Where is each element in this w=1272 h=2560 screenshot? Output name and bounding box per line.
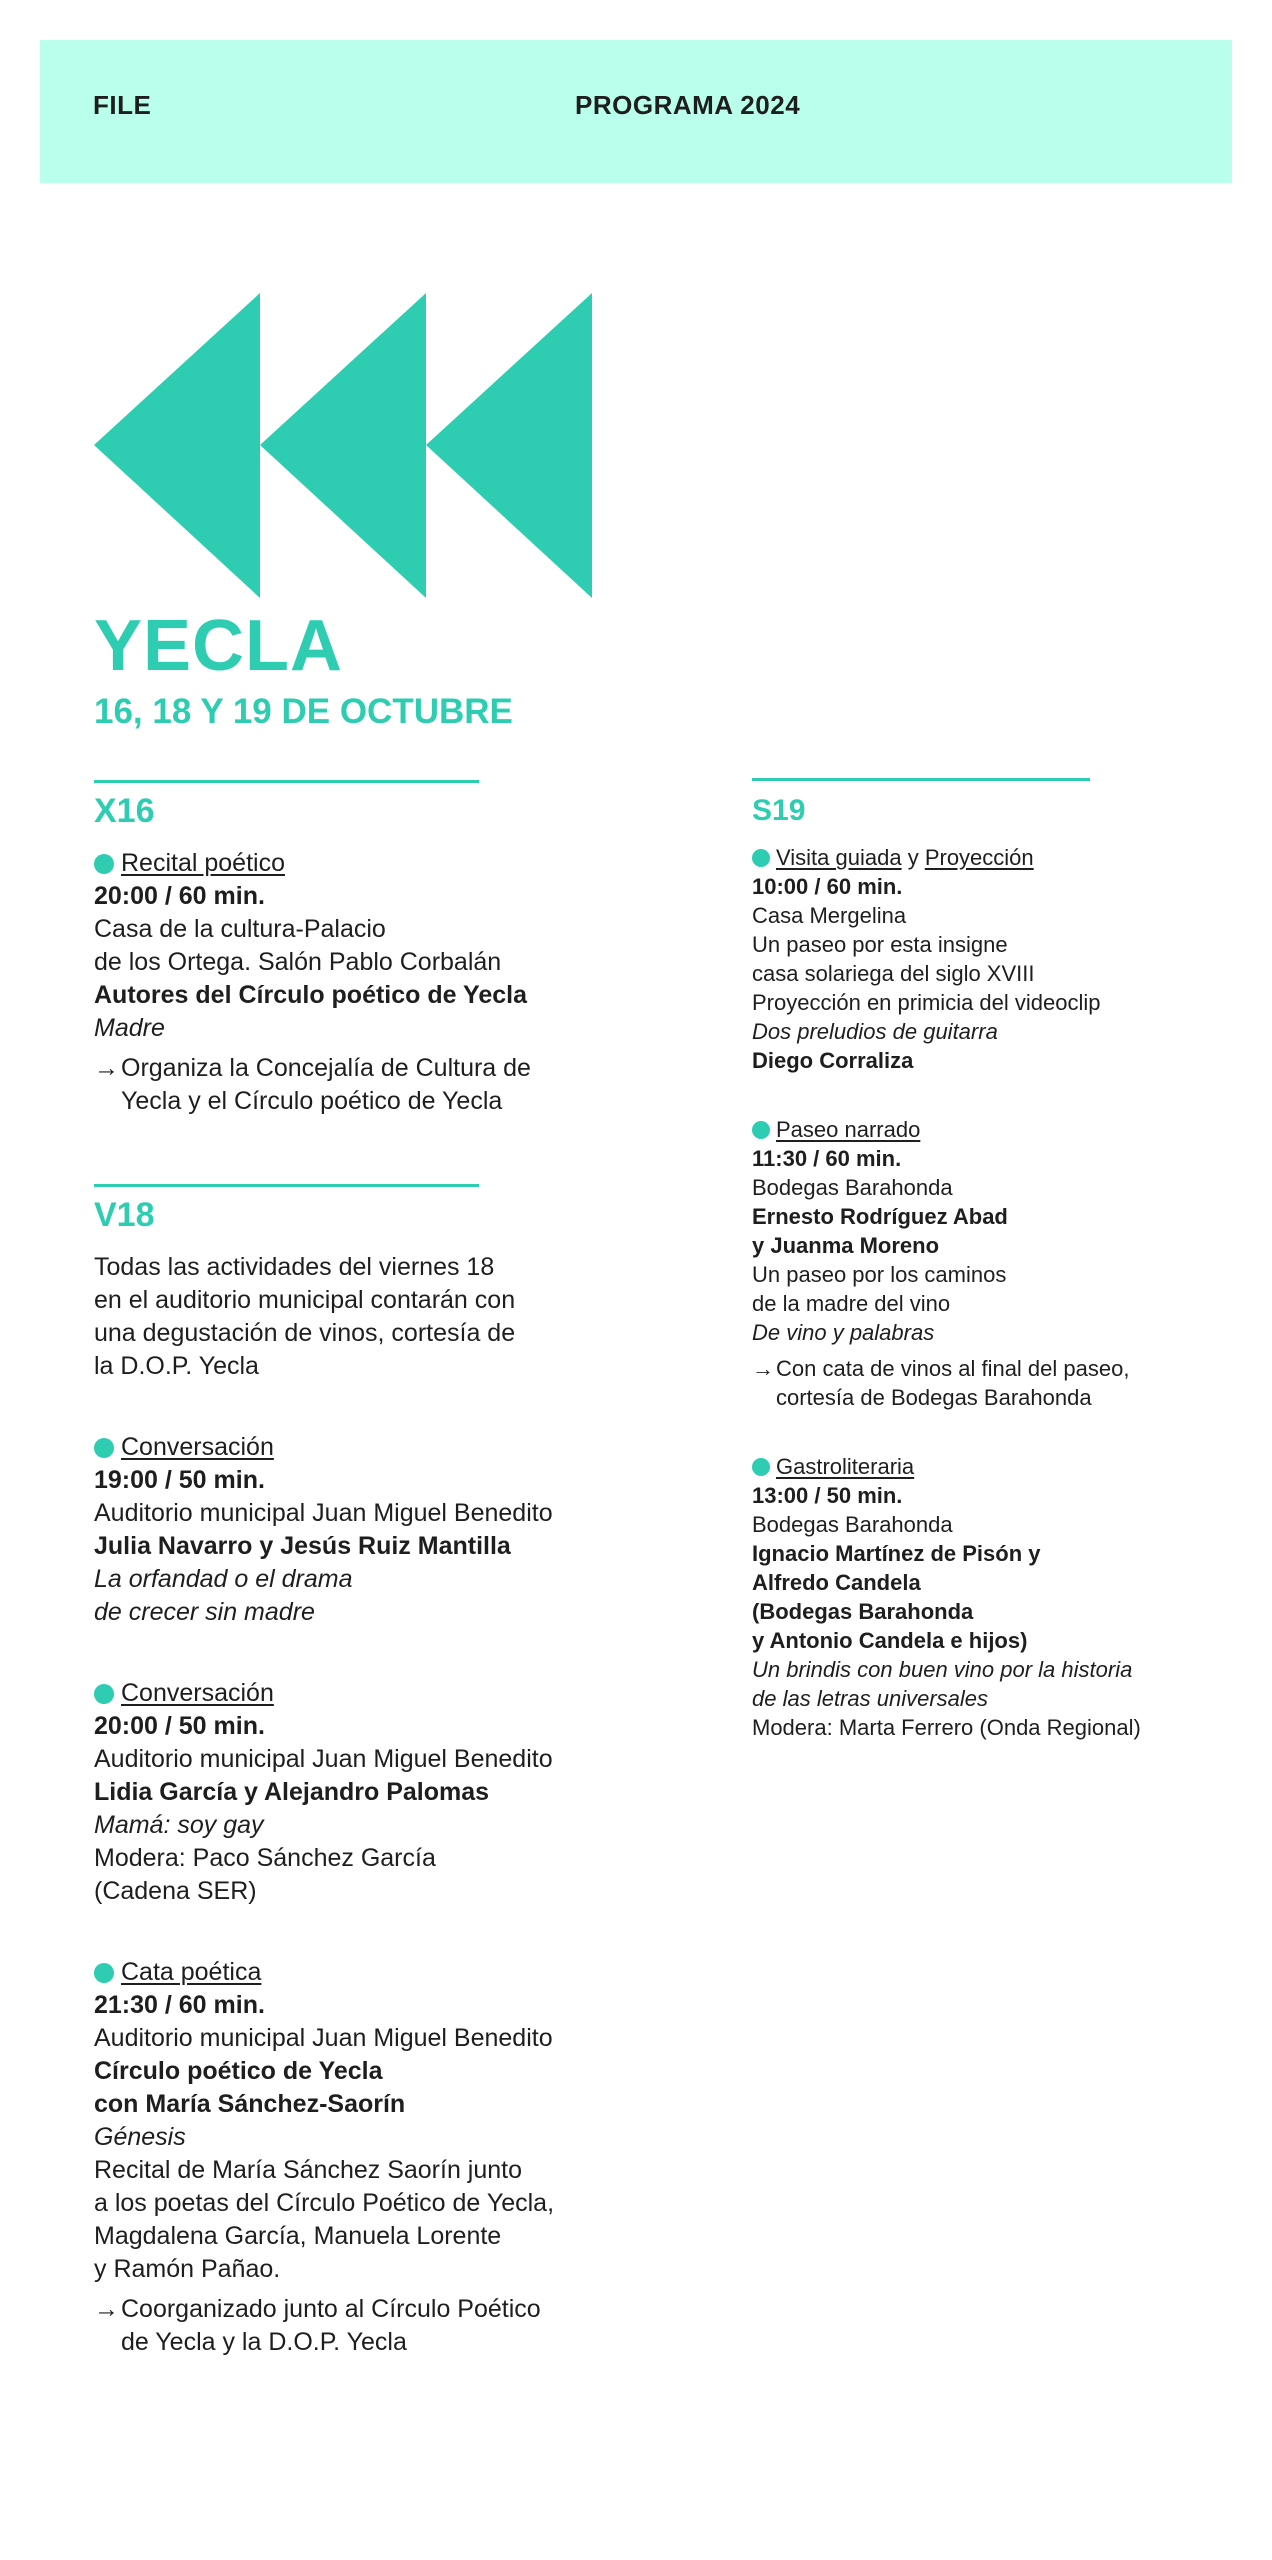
event-title: Madre xyxy=(94,1014,165,1042)
logo-triangle-1 xyxy=(94,293,260,598)
right-column xyxy=(752,778,1222,1782)
event-people: Ernesto Rodríguez Abad xyxy=(752,1204,1008,1229)
event-note-line: de Yecla y la D.O.P. Yecla xyxy=(121,2328,407,2356)
event-type-link[interactable]: Conversación xyxy=(121,1433,274,1461)
event-title: Dos preludios de guitarra xyxy=(752,1019,998,1044)
event-note-line: cortesía de Bodegas Barahonda xyxy=(776,1385,1092,1410)
event-description: de la madre del vino xyxy=(752,1291,951,1316)
event-people: Alfredo Candela xyxy=(752,1570,921,1595)
festival-dates: 16, 18 Y 19 DE OCTUBRE xyxy=(94,692,513,731)
arrow-right-icon: → xyxy=(94,1054,119,1082)
intro-line: Todas las actividades del viernes 18 xyxy=(94,1253,495,1281)
event-paseo-narrado xyxy=(752,1115,1222,1412)
event-people: con María Sánchez-Saorín xyxy=(94,2090,406,2118)
section-divider xyxy=(94,780,479,783)
logo-triangle-2 xyxy=(260,293,426,598)
event-venue: Bodegas Barahonda xyxy=(752,1512,953,1537)
event-people: y Antonio Candela e hijos) xyxy=(752,1628,1028,1653)
day-heading-s19: S19 xyxy=(752,794,806,827)
event-description: a los poetas del Círculo Poético de Yecla, xyxy=(94,2189,555,2217)
event-time: 11:30 / 60 min. xyxy=(752,1146,902,1171)
day-heading-x16: X16 xyxy=(94,792,155,830)
event-time: 13:00 / 50 min. xyxy=(752,1483,903,1508)
event-title: Mamá: soy gay xyxy=(94,1811,264,1839)
event-note-line: Yecla y el Círculo poético de Yecla xyxy=(121,1087,503,1115)
event-venue: de los Ortega. Salón Pablo Corbalán xyxy=(94,948,502,976)
event-time: 10:00 / 60 min. xyxy=(752,874,903,899)
event-people: Lidia García y Alejandro Palomas xyxy=(94,1778,490,1806)
bullet-dot-icon xyxy=(752,1121,770,1139)
event-people: Diego Corraliza xyxy=(752,1048,914,1073)
event-time: 19:00 / 50 min. xyxy=(94,1466,265,1494)
event-description: Un paseo por esta insigne xyxy=(752,932,1008,957)
bullet-dot-icon xyxy=(752,1458,770,1476)
event-description: Un paseo por los caminos xyxy=(752,1262,1007,1287)
arrow-right-icon: → xyxy=(94,2295,119,2323)
v18-intro xyxy=(94,1251,614,1383)
event-description: Recital de María Sánchez Saorín junto xyxy=(94,2156,523,2184)
event-title: de crecer sin madre xyxy=(94,1598,315,1626)
event-people: Julia Navarro y Jesús Ruiz Mantilla xyxy=(94,1532,511,1560)
event-type-link[interactable]: Paseo narrado xyxy=(776,1117,921,1142)
city-title: YECLA xyxy=(94,606,344,686)
event-people: (Bodegas Barahonda xyxy=(752,1599,974,1624)
event-title: De vino y palabras xyxy=(752,1320,935,1345)
event-description: Proyección en primicia del videoclip xyxy=(752,990,1101,1015)
event-venue: Auditorio municipal Juan Miguel Benedito xyxy=(94,1745,553,1773)
event-people: Ignacio Martínez de Pisón y xyxy=(752,1541,1041,1566)
bullet-dot-icon xyxy=(752,849,770,867)
event-moderator: (Cadena SER) xyxy=(94,1877,257,1905)
event-title: La orfandad o el drama xyxy=(94,1565,353,1593)
intro-line: la D.O.P. Yecla xyxy=(94,1352,259,1380)
event-description: Magdalena García, Manuela Lorente xyxy=(94,2222,502,2250)
event-note xyxy=(94,1052,614,1118)
arrow-right-icon: → xyxy=(752,1356,774,1381)
event-venue: Casa de la cultura-Palacio xyxy=(94,915,386,943)
event-people: Autores del Círculo poético de Yecla xyxy=(94,981,527,1009)
event-note xyxy=(94,2293,614,2359)
bullet-dot-icon xyxy=(94,1963,114,1983)
section-divider xyxy=(752,778,1090,781)
event-type-link[interactable]: Visita guiada xyxy=(776,845,902,870)
event-description: y Ramón Pañao. xyxy=(94,2255,281,2283)
event-conversacion-2 xyxy=(94,1677,614,1908)
event-recital-poetico xyxy=(94,847,614,1118)
event-time: 20:00 / 50 min. xyxy=(94,1712,265,1740)
left-column xyxy=(94,780,614,2407)
event-time: 21:30 / 60 min. xyxy=(94,1991,265,2019)
event-note-line: Organiza la Concejalía de Cultura de xyxy=(121,1054,531,1082)
event-note-line: Con cata de vinos al final del paseo, xyxy=(776,1356,1130,1381)
program-title: PROGRAMA 2024 xyxy=(575,90,801,120)
event-type-link[interactable]: Proyección xyxy=(924,845,1034,870)
event-moderator: Modera: Marta Ferrero (Onda Regional) xyxy=(752,1715,1141,1740)
rewind-triangles-logo xyxy=(94,293,594,598)
event-type-link[interactable]: Cata poética xyxy=(121,1958,262,1986)
event-venue: Auditorio municipal Juan Miguel Benedito xyxy=(94,1499,553,1527)
event-cata-poetica xyxy=(94,1956,614,2359)
bullet-dot-icon xyxy=(94,854,114,874)
event-visita-guiada xyxy=(752,843,1222,1075)
event-venue: Bodegas Barahonda xyxy=(752,1175,953,1200)
day-heading-v18: V18 xyxy=(94,1196,155,1234)
event-type-link[interactable]: Gastroliteraria xyxy=(776,1454,915,1479)
event-title: de las letras universales xyxy=(752,1686,989,1711)
header-bar xyxy=(40,40,1232,183)
event-people: y Juanma Moreno xyxy=(752,1233,940,1258)
section-divider xyxy=(94,1184,479,1187)
event-title: Génesis xyxy=(94,2123,186,2151)
event-title: Un brindis con buen vino por la historia xyxy=(752,1657,1133,1682)
file-label: FILE xyxy=(93,90,152,120)
event-type-link[interactable]: Conversación xyxy=(121,1679,274,1707)
event-note xyxy=(752,1354,1222,1412)
intro-line: en el auditorio municipal contarán con xyxy=(94,1286,516,1314)
bullet-dot-icon xyxy=(94,1684,114,1704)
event-people: Círculo poético de Yecla xyxy=(94,2057,383,2085)
logo-triangle-3 xyxy=(426,293,592,598)
event-note-line: Coorganizado junto al Círculo Poético xyxy=(121,2295,541,2323)
event-gastroliteraria xyxy=(752,1452,1222,1742)
intro-line: una degustación de vinos, cortesía de xyxy=(94,1319,516,1347)
event-conversacion-1 xyxy=(94,1431,614,1629)
bullet-dot-icon xyxy=(94,1438,114,1458)
event-description: casa solariega del siglo XVIII xyxy=(752,961,1035,986)
event-type-link[interactable]: Recital poético xyxy=(121,849,285,877)
event-venue: Casa Mergelina xyxy=(752,903,907,928)
event-moderator: Modera: Paco Sánchez García xyxy=(94,1844,436,1872)
event-type-joiner: y xyxy=(901,845,925,870)
event-venue: Auditorio municipal Juan Miguel Benedito xyxy=(94,2024,553,2052)
event-time: 20:00 / 60 min. xyxy=(94,882,265,910)
